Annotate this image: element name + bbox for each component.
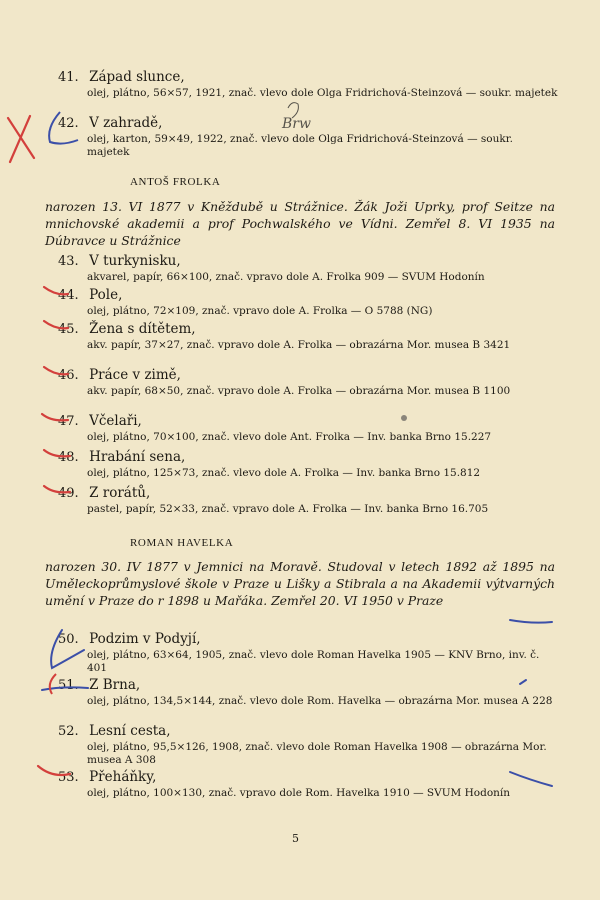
entry-details: akv. papír, 68×50, znač. vpravo dole A. Frolka — obrazárna Mor. musea B 1100 xyxy=(87,385,511,397)
entry-title: Včelaři, xyxy=(89,413,142,429)
entry-number: 42. xyxy=(58,116,79,131)
entry-number: 51. xyxy=(58,678,79,693)
entry-number: 44. xyxy=(58,288,79,303)
entry-number: 43. xyxy=(58,254,79,269)
artist-heading: ANTOŠ FROLKA xyxy=(130,176,221,188)
catalog-entry xyxy=(58,66,558,100)
entry-details: olej, karton, 59×49, 1922, znač. vlevo dole Olga Fridrichová-Steinzová — soukr. majetek xyxy=(87,133,513,158)
page-number: 5 xyxy=(292,832,299,845)
handwritten-note-text: Brw xyxy=(282,116,311,132)
catalog-entry xyxy=(58,318,558,352)
artist-heading: ROMAN HAVELKA xyxy=(130,537,234,549)
entry-title: Západ slunce, xyxy=(89,69,185,85)
catalog-entry xyxy=(58,628,558,675)
entry-number: 49. xyxy=(58,486,79,501)
entry-details: olej, plátno, 63×64, 1905, znač. vlevo dole Roman Havelka 1905 — KNV Brno, inv. č. 401 xyxy=(87,649,540,674)
entry-details: olej, plátno, 70×100, znač. vlevo dole Ant. Frolka — Inv. banka Brno 15.227 xyxy=(87,431,492,443)
artist-bio: narozen 30. IV 1877 v Jemnici na Moravě. Studoval v letech 1892 až 1895 na Uměleckoprůmyslové škole v Praze u Lišky a Stibrala a na Akademii výtvarných umění v Praze do r 1898 u Mařáka. Zemřel 20. VI 1950 v Praze xyxy=(45,559,555,608)
entry-details: akvarel, papír, 66×100, znač. vpravo dole A. Frolka 909 — SVUM Hodonín xyxy=(87,271,485,283)
entry-title: Z rorátů, xyxy=(89,485,151,501)
catalog-entry xyxy=(58,720,558,767)
entry-title: Žena s dítětem, xyxy=(89,321,196,337)
entry-title: V zahradě, xyxy=(89,115,163,131)
entry-number: 52. xyxy=(58,724,79,739)
entry-title: Podzim v Podyjí, xyxy=(89,631,201,647)
entry-title: Přeháňky, xyxy=(89,769,157,785)
red-x-mark xyxy=(8,116,34,162)
catalog-entry xyxy=(58,250,558,284)
catalog-entry xyxy=(58,674,558,708)
entry-number: 47. xyxy=(58,414,79,429)
catalog-entry xyxy=(58,364,558,398)
entry-number: 46. xyxy=(58,368,79,383)
entry-title: Pole, xyxy=(89,287,123,303)
catalog-entry xyxy=(58,482,558,516)
catalog-entry xyxy=(58,446,558,480)
entry-number: 50. xyxy=(58,632,79,647)
entry-details: olej, plátno, 134,5×144, znač. vlevo dole Rom. Havelka — obrazárna Mor. musea A 228 xyxy=(87,695,553,707)
entry-details: pastel, papír, 52×33, znač. vpravo dole A. Frolka — Inv. banka Brno 16.705 xyxy=(87,503,489,515)
entry-details: akv. papír, 37×27, znač. vpravo dole A. Frolka — obrazárna Mor. musea B 3421 xyxy=(87,339,511,351)
catalog-entry xyxy=(58,766,558,800)
entry-details: olej, plátno, 125×73, znač. vlevo dole A. Frolka — Inv. banka Brno 15.812 xyxy=(87,467,481,479)
entry-title: Práce v zimě, xyxy=(89,367,181,383)
entry-details: olej, plátno, 100×130, znač. vpravo dole Rom. Havelka 1910 — SVUM Hodonín xyxy=(87,787,511,799)
catalog-entry xyxy=(58,112,558,159)
entry-details: olej, plátno, 95,5×126, 1908, znač. vlevo dole Roman Havelka 1908 — obrazárna Mor. musea A 308 xyxy=(87,741,547,766)
entry-title: Z Brna, xyxy=(89,677,141,693)
entry-title: Hrabání sena, xyxy=(89,449,186,465)
entry-title: Lesní cesta, xyxy=(89,723,171,739)
catalog-entry xyxy=(58,284,558,318)
entry-number: 48. xyxy=(58,450,79,465)
entry-number: 53. xyxy=(58,770,79,785)
entry-details: olej, plátno, 56×57, 1921, znač. vlevo dole Olga Fridrichová-Steinzová — soukr. majetek xyxy=(87,87,558,99)
red-bracket-51 xyxy=(50,674,56,694)
entry-details: olej, plátno, 72×109, znač. vpravo dole A. Frolka — O 5788 (NG) xyxy=(87,305,433,317)
entry-title: V turkynisku, xyxy=(89,253,181,269)
entry-number: 41. xyxy=(58,70,79,85)
catalog-entry xyxy=(58,410,558,444)
artist-bio: narozen 13. VI 1877 v Kněždubě u Strážnice. Žák Joži Uprky, prof Seitze na mnichovské akademii a prof Pochwalského ve Vídni. Zemřel 8. VI 1935 na Dúbravce u Strážnice xyxy=(45,199,555,248)
entry-number: 45. xyxy=(58,322,79,337)
